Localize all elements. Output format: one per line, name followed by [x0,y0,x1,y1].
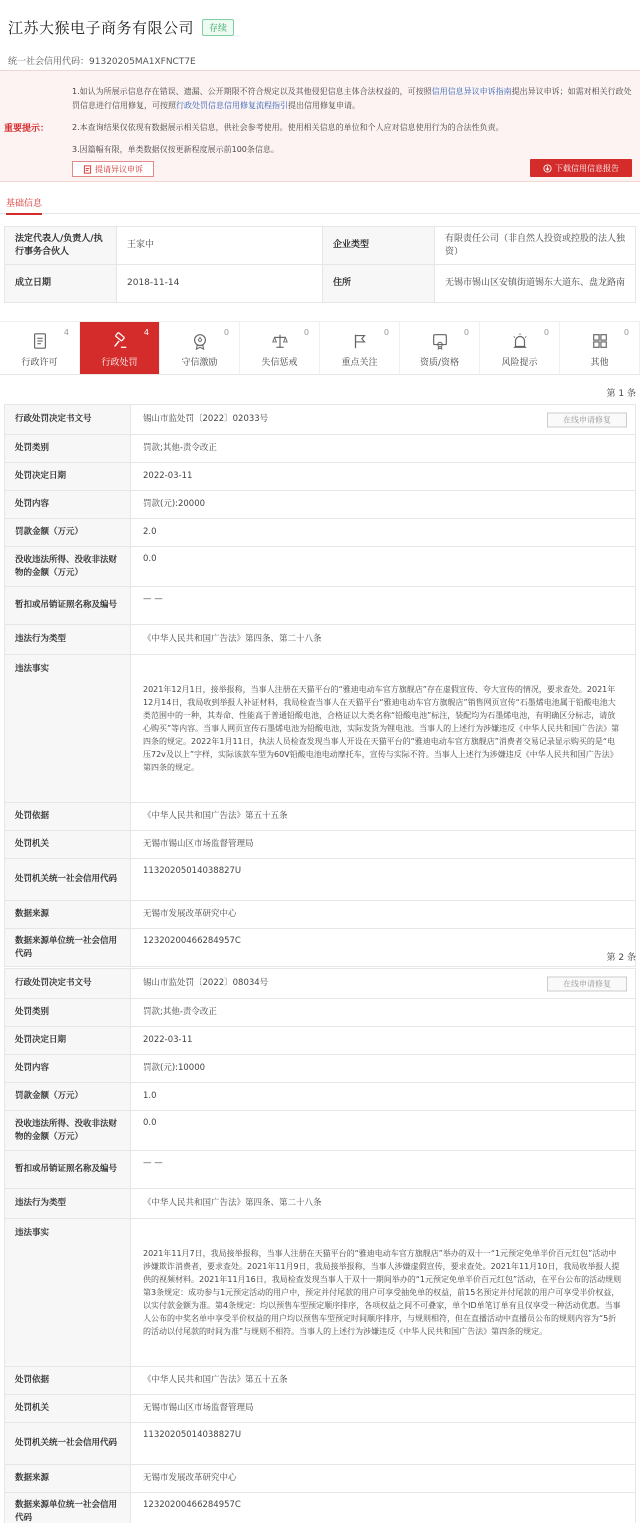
license-value: — — [131,1151,636,1189]
basic-info-table [4,226,636,303]
grid-icon [591,332,609,350]
repair-guide-link[interactable]: 行政处罚信息信用修复流程指引 [176,101,288,110]
company-name: 江苏大猴电子商务有限公司 [8,18,195,37]
download-report-button[interactable] [530,159,632,177]
doc-no-text: 锡山市监处罚〔2022〕02033号 [143,414,269,424]
appeal-button[interactable] [72,161,154,177]
category-label: 处罚类别 [5,999,131,1027]
record-index: 第 2 条 [606,953,636,963]
alarm-icon [511,332,529,350]
company-type-label: 企业类型 [323,227,435,265]
decision-date-label: 处罚决定日期 [5,463,131,491]
status-badge: 存续 [202,19,234,36]
authority-code-label: 处罚机关统一社会信用代码 [5,859,131,901]
content-label: 处罚内容 [5,491,131,519]
content-value: 罚款(元):20000 [131,491,636,519]
violation-type-label: 违法行为类型 [5,1189,131,1219]
important-notice [0,70,640,182]
tab-label: 守信激励 [181,358,218,368]
source-label: 数据来源 [5,1465,131,1493]
confiscate-label: 没收违法所得、没收非法财物的金额（万元） [5,547,131,587]
authority-code-value: 11320205014038827U [131,1423,636,1465]
repair-button[interactable]: 在线申请修复 [547,976,627,991]
tab-label: 其他 [590,358,609,368]
confiscate-value: 0.0 [131,547,636,587]
legal-rep-label: 法定代表人/负责人/执行事务合伙人 [5,227,117,265]
facts-label: 违法事实 [5,1219,131,1367]
tab-label: 资质/资格 [419,358,460,368]
credit-code-label: 统一社会信用代码： [8,57,90,67]
notice-line-1-b: 提出异议申诉；如需对相关行政处罚信息进行信用修复，可按照 [72,87,632,110]
content-label: 处罚内容 [5,1055,131,1083]
source-code-label: 数据来源单位统一社会信用代码 [5,1493,131,1523]
confiscate-label: 没收违法所得、没收非法财物的金额（万元） [5,1111,131,1151]
facts-label: 违法事实 [5,655,131,803]
notice-label: 重要提示： [4,124,50,134]
basis-value: 《中华人民共和国广告法》第五十五条 [131,803,636,831]
record-index: 第 1 条 [606,389,636,399]
penalty-record-table [4,968,636,1523]
fine-label: 罚款金额（万元） [5,519,131,547]
tab-others[interactable] [560,322,640,374]
notice-line-2: 2.本查询结果仅依现有数据展示相关信息，供社会参考使用。使用相关信息的单位和个人应对信息使用行为的合法性负责。 [72,123,504,132]
license-value: — — [131,587,636,625]
authority-value: 无锡市锡山区市场监督管理局 [131,1395,636,1423]
notice-line-3: 3.因篇幅有限，单类数据仅按更新程度展示前100条信息。 [72,145,279,154]
tab-label: 风险提示 [501,358,538,368]
authority-label: 处罚机关 [5,831,131,859]
tab-qualification[interactable] [400,322,480,374]
category-value: 罚款;其他-责令改正 [131,999,636,1027]
doc-no-text: 锡山市监处罚〔2022〕08034号 [143,978,269,988]
tab-label: 重点关注 [341,358,378,368]
address-label: 住所 [323,265,435,303]
confiscate-value: 0.0 [131,1111,636,1151]
decision-date-label: 处罚决定日期 [5,1027,131,1055]
repair-button[interactable]: 在线申请修复 [547,412,627,427]
tab-risk-alert[interactable] [480,322,560,374]
appeal-icon [83,165,92,174]
credit-code-value: 91320205MA1XFNCT7E [89,57,196,67]
license-label: 暂扣或吊销证照名称及编号 [5,587,131,625]
tab-label: 行政处罚 [101,358,138,368]
facts-value: 2021年12月1日，接举报称，当事人注册在天猫平台的“雅迪电动车官方旗舰店”存在虚假宣传、夸大宣传的情况，要求查处。2021年12月14日，我局收到举报人补证材料，我局检查当事人在天猫平台“雅迪电动车官方旗舰店”销售网页宣传“石墨烯电池属于铅酸电池大类范围中的一种，其寿命、性能高于普通铅酸电池，合格证以大类名称“铅酸电池”标注，装配均为石墨烯电池，有明确区分标志，请放心购买”等内容。当事人网页宣传石墨烯电池为铅酸电池，实际发货为锂电池。当事人的上述行为涉嫌违反《中华人民共和国广告法》第四条的规定。2022年1月11日，执法人员检查发现当事人开设在天猫平台的“雅迪电动车官方旗舰店”消费者交易记录显示购买的是“电压72v及以上”字样，实际该款车型为60V铅酸电池电动摩托车，宣传与实际不符。当事人上述行为涉嫌违反《中华人民共和国广告法》第四条的规定。 [131,655,636,803]
notice-line-1 [72,85,634,113]
content-value: 罚款(元):10000 [131,1055,636,1083]
category-label: 处罚类别 [5,435,131,463]
violation-type-label: 违法行为类型 [5,625,131,655]
doc-no-value [131,405,636,435]
tab-count: 4 [143,328,149,337]
legal-rep-value: 王家中 [117,227,323,265]
doc-no-value [131,969,636,999]
facts-value: 2021年11月7日，我局接举报称，当事人注册在天猫平台的“雅迪电动车官方旗舰店”举办的双十一“1元预定免单半价百元红包”活动中涉嫌欺诈消费者，要求查处。2021年11月9日，我局接举报称，当事人涉嫌虚假宣传，要求查处。2021年11月10日，我局收举报人提供的视频材料。2021年11月16日，我局检查发现当事人于双十一期间举办的“1元预定免单半价百元红包”活动，在平台公布的活动规则第3条规定：成功参与1元预定活动的用户中，预定并付尾款的用户可享受抽免单的权益，前15名预定并付尾款的用户可享受半价权益，以实付款金额为准。第4条规定：均以预售车型预定顺序排序，各项权益之间不可叠家，单个ID单笔订单有且仅享受一种活动优惠。当事人公布的中奖名单中享受半价权益的用户均以预售车型预定时间顺序排序，与规则相符，但在直播活动中直播员公布的规则内容为“5折的活动以付尾款的时间为准”与规则不相符。当事人的上述行为涉嫌违反《中华人民共和国广告法》第四条的规定。 [131,1219,636,1367]
scale-icon [271,332,289,350]
tab-count: 0 [223,328,229,337]
medal-icon [191,332,209,350]
tab-credit-incentive[interactable] [160,322,240,374]
flag-icon [351,332,369,350]
authority-value: 无锡市锡山区市场监督管理局 [131,831,636,859]
tab-admin-license[interactable] [0,322,80,374]
fine-value: 1.0 [131,1083,636,1111]
basis-value: 《中华人民共和国广告法》第五十五条 [131,1367,636,1395]
license-label: 暂扣或吊销证照名称及编号 [5,1151,131,1189]
decision-date-value: 2022-03-11 [131,1027,636,1055]
penalty-record-table [4,404,636,967]
notice-line-1-c: 提出信用修复申请。 [288,101,360,110]
doc-no-label: 行政处罚决定书文号 [5,405,131,435]
notice-text [72,85,634,165]
download-icon [543,164,552,173]
gavel-icon [111,332,129,350]
tab-count: 0 [463,328,469,337]
violation-type-value: 《中华人民共和国广告法》第四条、第二十八条 [131,1189,636,1219]
establish-date-value: 2018-11-14 [117,265,323,303]
tab-count: 0 [303,328,309,337]
basis-label: 处罚依据 [5,1367,131,1395]
doc-no-label: 行政处罚决定书文号 [5,969,131,999]
notice-line-1-a: 1.如认为所展示信息存在错误、遗漏、公开期限不符合规定以及其他侵犯信息主体合法权益的，可按照 [72,87,432,96]
tab-admin-penalty[interactable] [80,322,160,374]
address-value: 无锡市锡山区安镇街道锡东大道东、盘龙路南 [435,265,636,303]
source-code-label: 数据来源单位统一社会信用代码 [5,929,131,967]
source-code-value: 12320200466284957C [131,1493,636,1523]
tab-key-attention[interactable] [320,322,400,374]
authority-code-label: 处罚机关统一社会信用代码 [5,1423,131,1465]
decision-date-value: 2022-03-11 [131,463,636,491]
tab-count: 0 [543,328,549,337]
appeal-button-label: 提请异议申诉 [95,164,143,174]
authority-label: 处罚机关 [5,1395,131,1423]
category-tabs [0,321,640,375]
credit-code [8,54,632,67]
tab-count: 0 [623,328,629,337]
company-type-value: 有限责任公司（非自然人投资或控股的法人独资） [435,227,636,265]
appeal-guide-link[interactable]: 信用信息异议申诉指南 [431,87,512,96]
license-icon [31,332,49,350]
source-value: 无锡市发展改革研究中心 [131,1465,636,1493]
basis-label: 处罚依据 [5,803,131,831]
source-value: 无锡市发展改革研究中心 [131,901,636,929]
violation-type-value: 《中华人民共和国广告法》第四条、第二十八条 [131,625,636,655]
category-value: 罚款;其他-责令改正 [131,435,636,463]
download-report-label: 下载信用信息报告 [555,163,619,173]
tab-dishonest-punish[interactable] [240,322,320,374]
tab-count: 0 [383,328,389,337]
establish-date-label: 成立日期 [5,265,117,303]
tab-count: 4 [63,328,69,337]
tab-label: 失信惩戒 [261,358,298,368]
source-label: 数据来源 [5,901,131,929]
tab-label: 行政许可 [21,358,58,368]
tab-basic-info[interactable]: 基础信息 [6,196,42,215]
certificate-icon [431,332,449,350]
basic-info-tab-bar [0,192,640,214]
fine-value: 2.0 [131,519,636,547]
source-code-value: 12320200466284957C [131,929,636,967]
fine-label: 罚款金额（万元） [5,1083,131,1111]
authority-code-value: 11320205014038827U [131,859,636,901]
